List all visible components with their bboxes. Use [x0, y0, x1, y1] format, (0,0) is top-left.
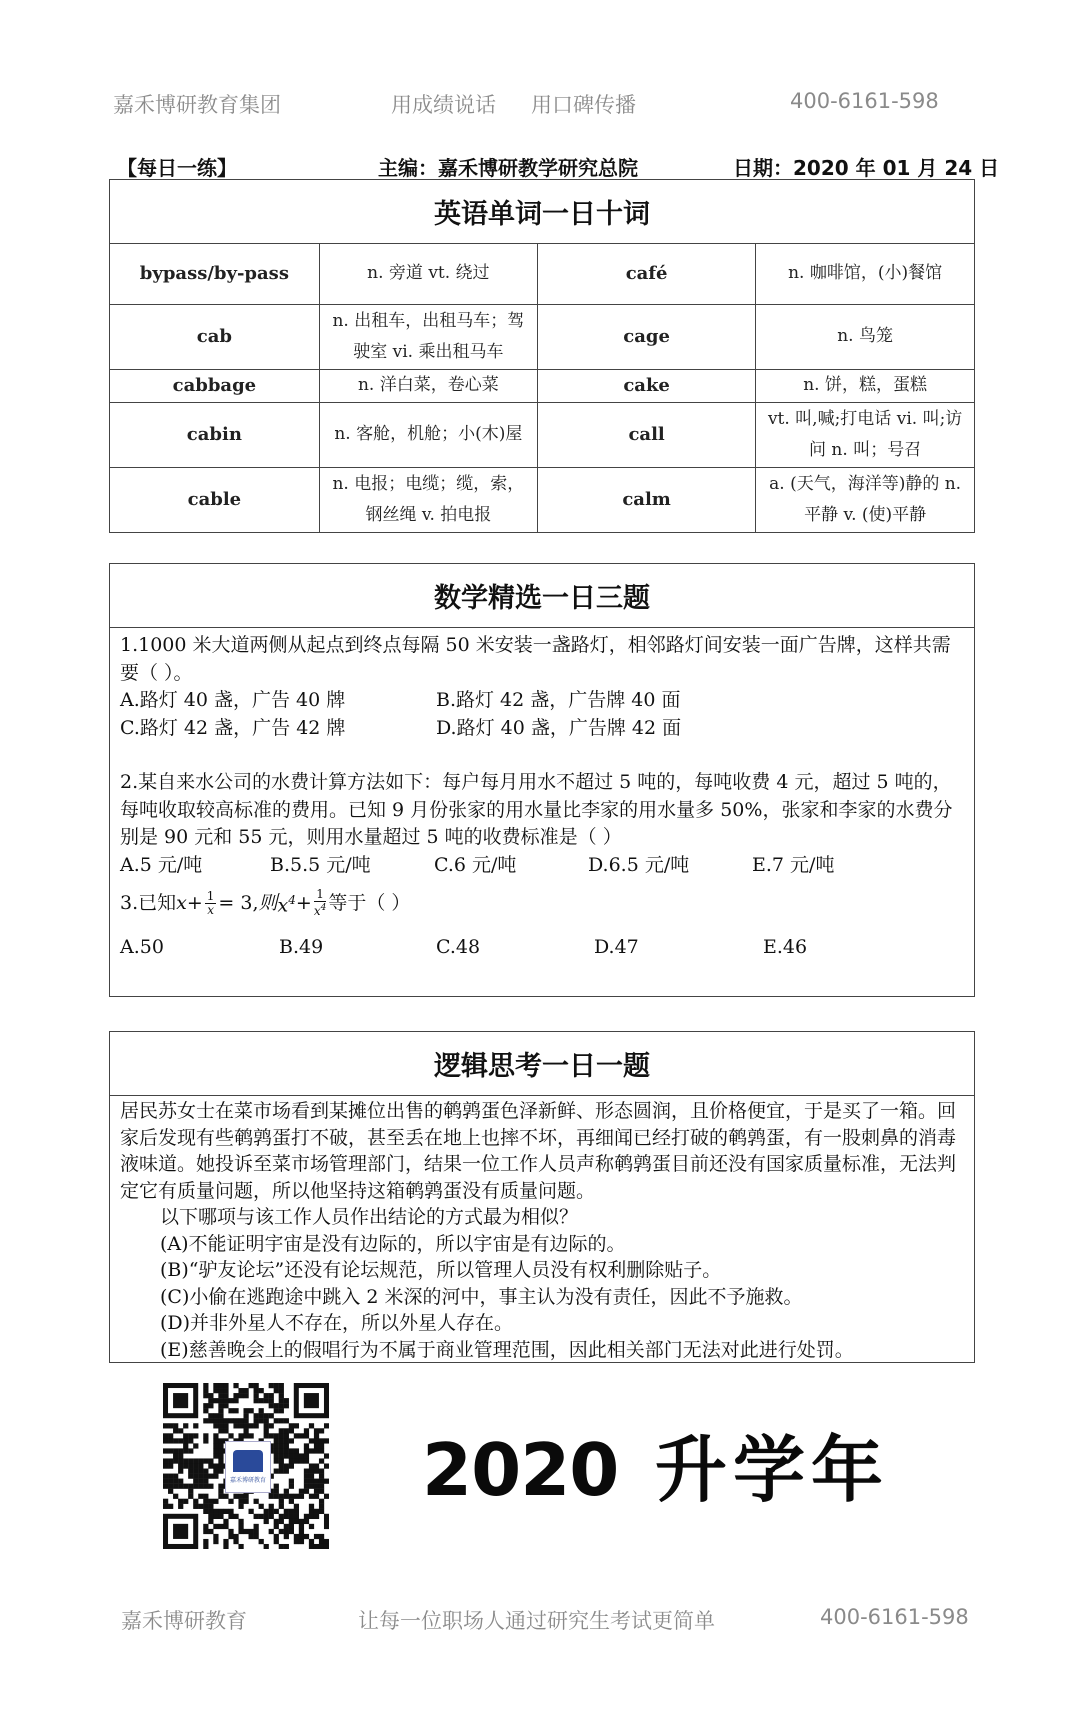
vocab-definition: n. 旁道 vt. 绕过 [319, 244, 537, 304]
header-slogan-1: 用成绩说话 [391, 93, 496, 117]
logic-option: (C)小偷在逃跑途中跳入 2 米深的河中，事主认为没有责任，因此不予施救。 [160, 1285, 803, 1308]
promo-text: 升学年 [655, 1428, 890, 1512]
logic-passage: 居民苏女士在菜市场看到某摊位出售的鹌鹑蛋色泽新鲜、形态圆润，且价格便宜，于是买了一箱。回家后发现有些鹌鹑蛋打不破，甚至丢在地上也摔不坏，再细闻已经打破的鹌鹑蛋，有一股刺鼻的消毒液味道。她投诉至菜市场管理部门，结果一位工作人员声称鹌鹑蛋目前还没有国家质量标准，无法判定它有质量问题，所以他坚持这箱鹌鹑蛋没有质量问题。 [120, 1100, 957, 1202]
math-q1-options-row [120, 687, 964, 715]
vocab-definition: n. 鸟笼 [756, 304, 974, 369]
math-q1-option-c: C.路灯 42 盏，广告 42 牌 [120, 716, 346, 739]
math-q3-option: E.46 [763, 935, 808, 958]
qr-logo-text: 嘉禾博研教育 [229, 1477, 266, 1484]
date-label: 日期：2020 年 01 月 24 日 [733, 156, 1000, 180]
vocab-word: call [537, 402, 755, 467]
logic-option: (D)并非外星人不存在，所以外星人存在。 [160, 1312, 514, 1334]
vocab-word: cake [537, 369, 755, 402]
vocab-section [109, 179, 975, 533]
vocab-definition: n. 咖啡馆，(小)餐馆 [756, 244, 974, 304]
vocab-row [110, 369, 974, 402]
editor-label: 主编：嘉禾博研教学研究总院 [378, 156, 638, 180]
vocab-definition: n. 电报；电缆；缆，索，钢丝绳 v. 拍电报 [319, 467, 537, 532]
promo-year: 2020 [422, 1428, 619, 1512]
math-q2-options [120, 852, 964, 880]
qr-logo [225, 1441, 271, 1493]
vocab-word: bypass/by-pass [110, 244, 319, 304]
qr-code [163, 1383, 329, 1549]
vocab-row [110, 304, 974, 369]
math-q2-option: E.7 元/吨 [752, 853, 835, 876]
logic-option: (A)不能证明宇宙是没有边际的，所以宇宙是有边际的。 [160, 1232, 626, 1255]
vocab-definition: n. 饼，糕，蛋糕 [756, 369, 974, 402]
math-q2-option: C.6 元/吨 [434, 853, 517, 876]
math-q2-stem: 2.某自来水公司的水费计算方法如下：每户每月用水不超过 5 吨的，每吨收费 4 元，超过 5 吨的，每吨收取较高标准的费用。已知 9 月份张家的用水量比李家的用水量多 50%，张家和李家的水费分别是 90 元和 55 元，则用水量超过 5 吨的收费标准是（ ） [120, 771, 953, 848]
header-phone: 400-6161-598 [790, 89, 939, 113]
footer-tagline: 让每一位职场人通过研究生考试更简单 [358, 1609, 715, 1633]
math-q3-option: B.49 [279, 935, 324, 958]
logic-question: 以下哪项与该工作人员作出结论的方式最为相似？ [160, 1206, 579, 1228]
math-q1-option-d: D.路灯 40 盏，广告牌 42 面 [436, 716, 682, 739]
math-q3-stem: 3.已知 x + $\frac{1}{x}$ = 3, 则 $x^4$ + $\frac{1}{x^4}$ 等于（ ） [120, 887, 411, 919]
vocab-definition: vt. 叫,喊;打电话 vi. 叫;访问 n. 叫；号召 [756, 402, 974, 467]
vocab-word: cable [110, 467, 319, 532]
math-content [110, 628, 974, 971]
vocab-word: calm [537, 467, 755, 532]
logic-option: (B)“驴友论坛”还没有论坛规范，所以管理人员没有权利删除贴子。 [160, 1259, 722, 1281]
math-q2-option: A.5 元/吨 [120, 853, 203, 876]
logic-option: (E)慈善晚会上的假唱行为不属于商业管理范围，因此相关部门无法对此进行处罚。 [160, 1338, 854, 1361]
vocab-definition: a. (天气，海洋等)静的 n. 平静 v. (使)平静 [756, 467, 974, 532]
vocab-word: cabin [110, 402, 319, 467]
daily-practice-label: 【每日一练】 [117, 156, 237, 180]
math-q3-option: D.47 [594, 935, 639, 958]
logic-section [109, 1031, 975, 1363]
math-q1-option-a: A.路灯 40 盏，广告 40 牌 [120, 689, 346, 711]
vocab-title: 英语单词一日十词 [110, 180, 974, 244]
math-q3-option: A.50 [120, 935, 164, 958]
math-q3-options [120, 934, 964, 962]
fraction-one-over-x4: $\frac{1}{x^4}$ [313, 887, 327, 919]
math-q1-options-row [120, 715, 964, 743]
vocab-definition: n. 出租车，出租马车；驾驶室 vi. 乘出租马车 [319, 304, 537, 369]
vocab-word: cabbage [110, 369, 319, 402]
graduation-cap-icon [233, 1450, 263, 1472]
math-q1-option-b: B.路灯 42 盏，广告牌 40 面 [436, 689, 681, 711]
math-q1-stem: 1.1000 米大道两侧从起点到终点每隔 50 米安装一盏路灯，相邻路灯间安装一面广告牌，这样共需要（ ）。 [120, 634, 951, 684]
vocab-row [110, 402, 974, 467]
vocab-table [110, 244, 974, 532]
logic-content [110, 1096, 974, 1373]
math-q2-option: D.6.5 元/吨 [588, 853, 690, 876]
vocab-word: cage [537, 304, 755, 369]
math-section [109, 563, 975, 997]
vocab-row [110, 244, 974, 304]
vocab-word: café [537, 244, 755, 304]
math-title: 数学精选一日三题 [110, 564, 974, 628]
vocab-definition: n. 洋白菜，卷心菜 [319, 369, 537, 402]
footer-phone: 400-6161-598 [820, 1605, 969, 1629]
header-org: 嘉禾博研教育集团 [113, 93, 281, 117]
footer-org: 嘉禾博研教育 [121, 1609, 247, 1633]
vocab-word: cab [110, 304, 319, 369]
fraction-one-over-x: $\frac{1}{x}$ [206, 888, 215, 917]
math-q3-option: C.48 [436, 935, 481, 958]
vocab-row [110, 467, 974, 532]
header-slogan-2: 用口碑传播 [531, 93, 636, 117]
math-q2-option: B.5.5 元/吨 [270, 853, 371, 876]
vocab-definition: n. 客舱，机舱；小(木)屋 [319, 402, 537, 467]
logic-title: 逻辑思考一日一题 [110, 1032, 974, 1096]
